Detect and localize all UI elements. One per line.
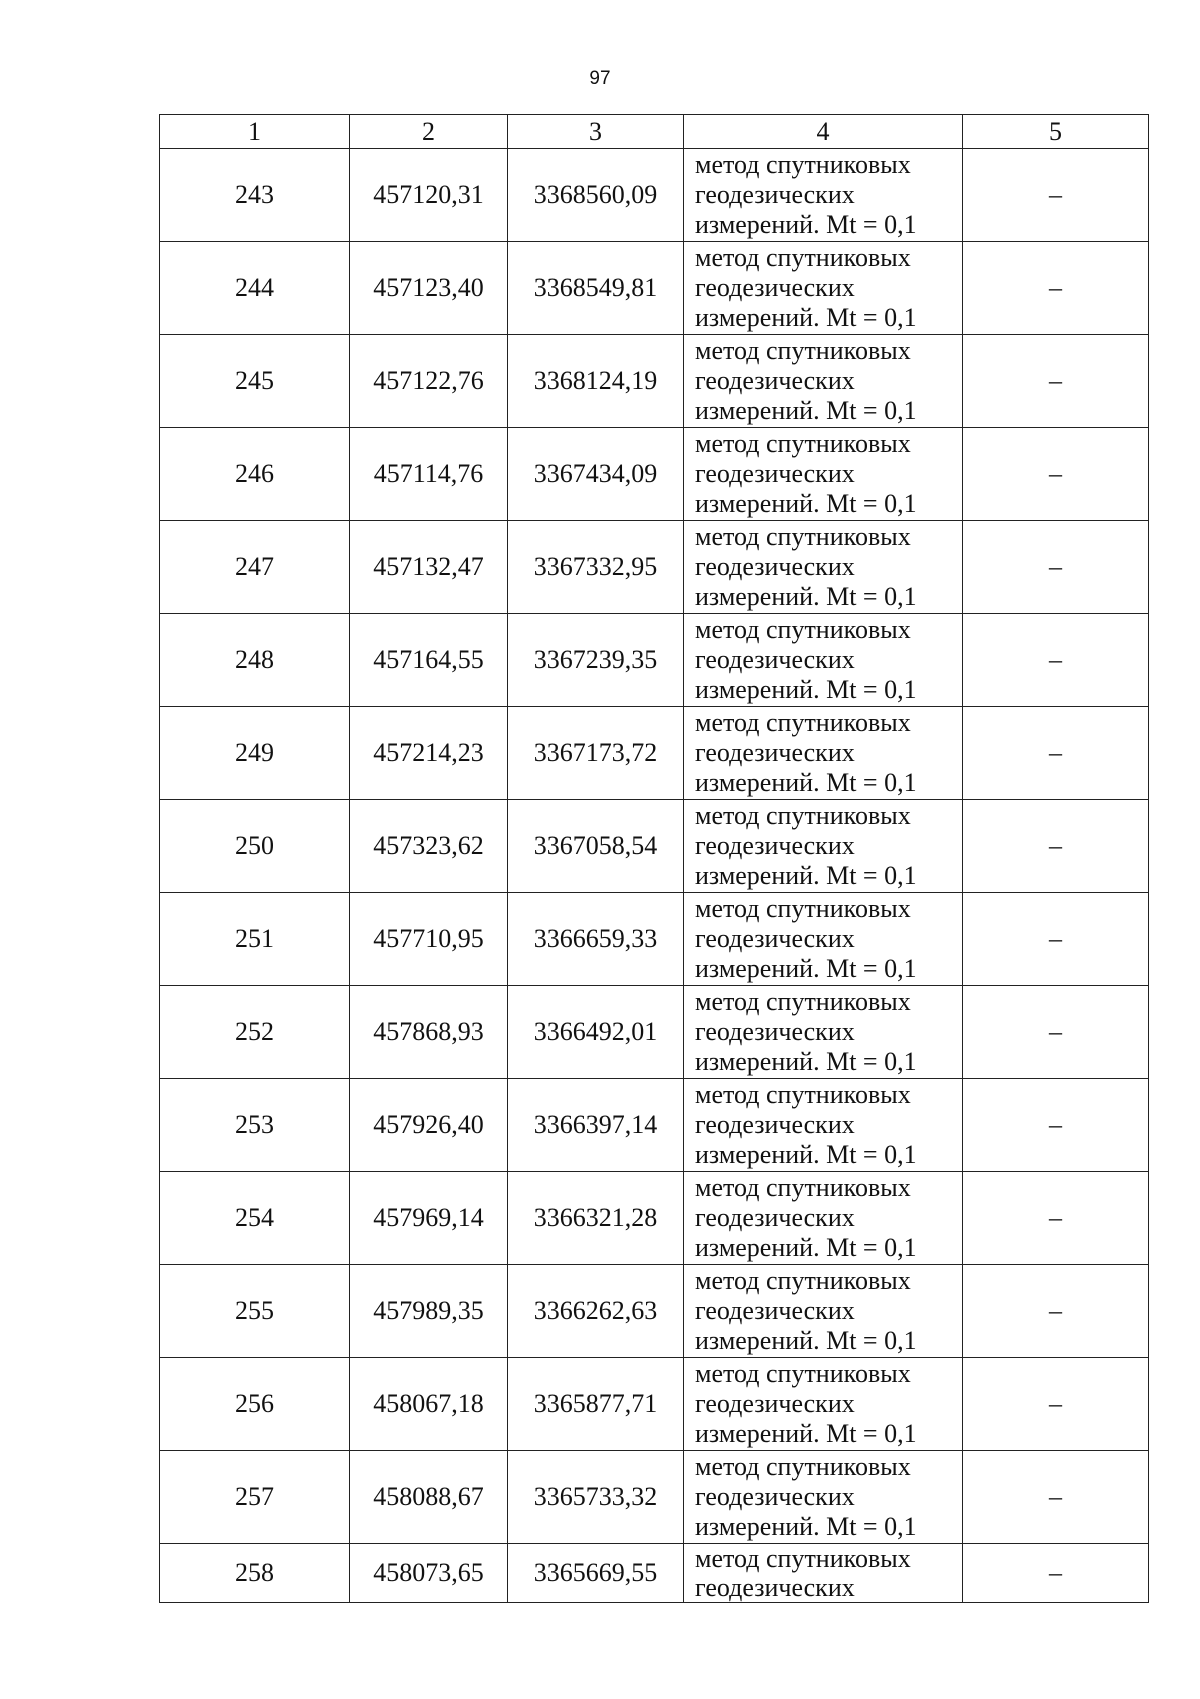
x-coordinate-cell: 457710,95: [350, 893, 508, 986]
x-coordinate-cell: 457969,14: [350, 1172, 508, 1265]
method-cell: метод спутниковых геодезических измерений. Mt = 0,1: [684, 1172, 963, 1265]
x-coordinate-cell: 457120,31: [350, 149, 508, 242]
y-coordinate-cell: 3366659,33: [508, 893, 684, 986]
note-cell: –: [963, 707, 1149, 800]
method-cell: метод спутниковых геодезических: [684, 1544, 963, 1603]
column-header: 5: [963, 115, 1149, 149]
note-cell: –: [963, 335, 1149, 428]
x-coordinate-cell: 457868,93: [350, 986, 508, 1079]
y-coordinate-cell: 3366262,63: [508, 1265, 684, 1358]
x-coordinate-cell: 457926,40: [350, 1079, 508, 1172]
note-cell: –: [963, 800, 1149, 893]
table-row: [160, 893, 1149, 986]
x-coordinate-cell: 457132,47: [350, 521, 508, 614]
y-coordinate-cell: 3367332,95: [508, 521, 684, 614]
y-coordinate-cell: 3366492,01: [508, 986, 684, 1079]
y-coordinate-cell: 3367239,35: [508, 614, 684, 707]
page-number: 97: [589, 68, 611, 89]
point-number-cell: 253: [160, 1079, 350, 1172]
x-coordinate-cell: 457214,23: [350, 707, 508, 800]
table-row: [160, 242, 1149, 335]
y-coordinate-cell: 3365733,32: [508, 1451, 684, 1544]
x-coordinate-cell: 458073,65: [350, 1544, 508, 1603]
table-row: [160, 986, 1149, 1079]
table-row: [160, 1265, 1149, 1358]
point-number-cell: 245: [160, 335, 350, 428]
method-cell: метод спутниковых геодезических измерений. Mt = 0,1: [684, 800, 963, 893]
point-number-cell: 246: [160, 428, 350, 521]
y-coordinate-cell: 3367434,09: [508, 428, 684, 521]
method-cell: метод спутниковых геодезических измерений. Mt = 0,1: [684, 614, 963, 707]
method-cell: метод спутниковых геодезических измерений. Mt = 0,1: [684, 1265, 963, 1358]
table-row: [160, 1358, 1149, 1451]
method-cell: метод спутниковых геодезических измерений. Mt = 0,1: [684, 428, 963, 521]
method-cell: метод спутниковых геодезических измерений. Mt = 0,1: [684, 242, 963, 335]
method-cell: метод спутниковых геодезических измерений. Mt = 0,1: [684, 986, 963, 1079]
method-cell: метод спутниковых геодезических измерений. Mt = 0,1: [684, 893, 963, 986]
note-cell: –: [963, 614, 1149, 707]
point-number-cell: 257: [160, 1451, 350, 1544]
column-header: 4: [684, 115, 963, 149]
y-coordinate-cell: 3367058,54: [508, 800, 684, 893]
note-cell: –: [963, 893, 1149, 986]
note-cell: –: [963, 149, 1149, 242]
x-coordinate-cell: 457122,76: [350, 335, 508, 428]
point-number-cell: 254: [160, 1172, 350, 1265]
table-row: [160, 1451, 1149, 1544]
y-coordinate-cell: 3368560,09: [508, 149, 684, 242]
x-coordinate-cell: 458088,67: [350, 1451, 508, 1544]
table-row: [160, 521, 1149, 614]
y-coordinate-cell: 3365877,71: [508, 1358, 684, 1451]
method-cell: метод спутниковых геодезических измерений. Mt = 0,1: [684, 335, 963, 428]
point-number-cell: 251: [160, 893, 350, 986]
method-cell: метод спутниковых геодезических измерений. Mt = 0,1: [684, 521, 963, 614]
point-number-cell: 255: [160, 1265, 350, 1358]
x-coordinate-cell: 457323,62: [350, 800, 508, 893]
note-cell: –: [963, 986, 1149, 1079]
table-row: [160, 1079, 1149, 1172]
point-number-cell: 247: [160, 521, 350, 614]
note-cell: –: [963, 1172, 1149, 1265]
method-cell: метод спутниковых геодезических измерений. Mt = 0,1: [684, 1451, 963, 1544]
x-coordinate-cell: 457114,76: [350, 428, 508, 521]
note-cell: –: [963, 1544, 1149, 1603]
y-coordinate-cell: 3367173,72: [508, 707, 684, 800]
method-cell: метод спутниковых геодезических измерений. Mt = 0,1: [684, 149, 963, 242]
table-row: [160, 149, 1149, 242]
table-row: [160, 800, 1149, 893]
point-number-cell: 258: [160, 1544, 350, 1603]
point-number-cell: 248: [160, 614, 350, 707]
method-cell: метод спутниковых геодезических измерений. Mt = 0,1: [684, 1079, 963, 1172]
method-cell: метод спутниковых геодезических измерений. Mt = 0,1: [684, 1358, 963, 1451]
point-number-cell: 244: [160, 242, 350, 335]
table-row: [160, 335, 1149, 428]
coordinates-table: [159, 114, 1149, 1603]
table-body: [160, 149, 1149, 1603]
point-number-cell: 252: [160, 986, 350, 1079]
point-number-cell: 256: [160, 1358, 350, 1451]
point-number-cell: 249: [160, 707, 350, 800]
note-cell: –: [963, 1358, 1149, 1451]
y-coordinate-cell: 3368124,19: [508, 335, 684, 428]
y-coordinate-cell: 3366397,14: [508, 1079, 684, 1172]
table-row: [160, 1544, 1149, 1603]
column-header: 3: [508, 115, 684, 149]
method-cell: метод спутниковых геодезических измерений. Mt = 0,1: [684, 707, 963, 800]
point-number-cell: 250: [160, 800, 350, 893]
table-row: [160, 707, 1149, 800]
x-coordinate-cell: 457989,35: [350, 1265, 508, 1358]
y-coordinate-cell: 3366321,28: [508, 1172, 684, 1265]
point-number-cell: 243: [160, 149, 350, 242]
column-header: 2: [350, 115, 508, 149]
table-row: [160, 1172, 1149, 1265]
note-cell: –: [963, 521, 1149, 614]
note-cell: –: [963, 1451, 1149, 1544]
y-coordinate-cell: 3368549,81: [508, 242, 684, 335]
column-header: 1: [160, 115, 350, 149]
x-coordinate-cell: 458067,18: [350, 1358, 508, 1451]
table-row: [160, 614, 1149, 707]
table-row: [160, 428, 1149, 521]
y-coordinate-cell: 3365669,55: [508, 1544, 684, 1603]
x-coordinate-cell: 457164,55: [350, 614, 508, 707]
note-cell: –: [963, 1265, 1149, 1358]
note-cell: –: [963, 242, 1149, 335]
note-cell: –: [963, 428, 1149, 521]
x-coordinate-cell: 457123,40: [350, 242, 508, 335]
header-row: [160, 115, 1149, 149]
note-cell: –: [963, 1079, 1149, 1172]
